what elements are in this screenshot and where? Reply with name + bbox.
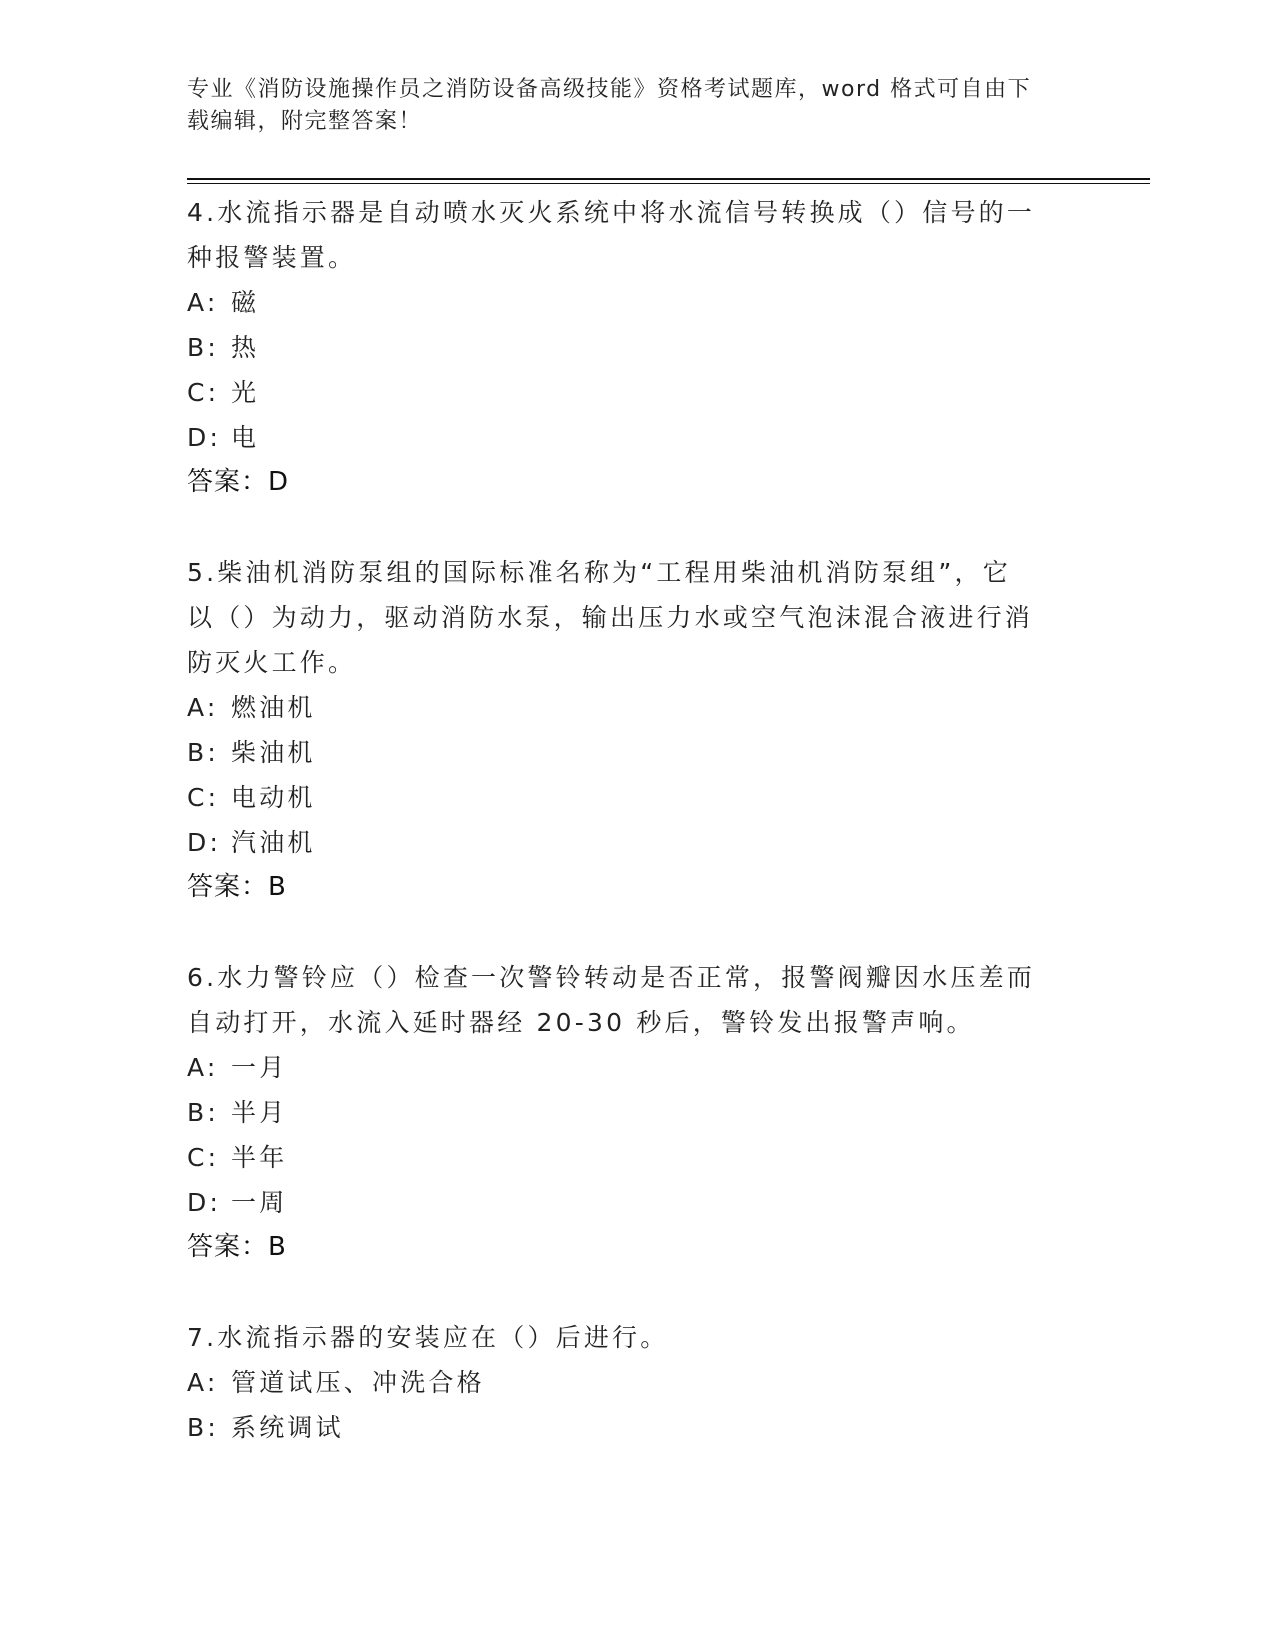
question-list [187, 190, 1067, 1495]
option-text: 电动机 [231, 783, 316, 812]
option-a [187, 1045, 1067, 1090]
question-text [187, 550, 1067, 685]
option-letter: C: [187, 1143, 220, 1172]
option-letter: A: [187, 1053, 219, 1082]
answer: 答案：D [187, 467, 290, 497]
answer: 答案：B [187, 1232, 287, 1262]
header-divider-thin [187, 183, 1150, 184]
option-b [187, 1405, 1067, 1450]
question-text [187, 190, 1067, 280]
option-text: 燃油机 [231, 693, 316, 722]
option-a [187, 1360, 1067, 1405]
header-divider-thick [187, 178, 1150, 180]
question-line: 种报警装置。 [187, 243, 357, 272]
option-text: 热 [231, 333, 260, 362]
option-d [187, 820, 1067, 865]
option-letter: C: [187, 783, 220, 812]
question-text [187, 955, 1067, 1045]
option-text: 管道试压、冲洗合格 [231, 1368, 485, 1397]
option-b [187, 1090, 1067, 1135]
option-text: 电 [231, 423, 260, 452]
option-d [187, 415, 1067, 460]
question-line: 5.柴油机消防泵组的国际标准名称为“工程用柴油机消防泵组”，它 [187, 558, 1011, 587]
question-line: 7.水流指示器的安装应在（）后进行。 [187, 1323, 669, 1352]
option-text: 一月 [231, 1053, 288, 1082]
option-letter: B: [187, 1413, 219, 1442]
option-text: 半月 [231, 1098, 288, 1127]
option-letter: B: [187, 333, 219, 362]
question-6 [187, 955, 1067, 1270]
option-letter: D: [187, 828, 222, 857]
option-text: 柴油机 [231, 738, 316, 767]
option-text: 半年 [231, 1143, 288, 1172]
option-letter: A: [187, 288, 219, 317]
option-letter: A: [187, 1368, 219, 1397]
option-a [187, 280, 1067, 325]
document-header [187, 74, 1087, 138]
option-letter: D: [187, 423, 222, 452]
option-letter: D: [187, 1188, 222, 1217]
option-c [187, 370, 1067, 415]
option-text: 一周 [231, 1188, 288, 1217]
option-text: 磁 [231, 288, 260, 317]
question-7 [187, 1315, 1067, 1450]
option-letter: A: [187, 693, 219, 722]
question-4 [187, 190, 1067, 505]
answer: 答案：B [187, 872, 287, 902]
question-line: 以（）为动力，驱动消防水泵，输出压力水或空气泡沫混合液进行消 [187, 603, 1034, 632]
option-letter: C: [187, 378, 220, 407]
option-letter: B: [187, 738, 219, 767]
option-letter: B: [187, 1098, 219, 1127]
option-b [187, 730, 1067, 775]
option-text: 汽油机 [231, 828, 316, 857]
question-line: 6.水力警铃应（）检查一次警铃转动是否正常，报警阀瓣因水压差而 [187, 963, 1036, 992]
option-text: 系统调试 [231, 1413, 344, 1442]
option-c [187, 1135, 1067, 1180]
question-line: 防灭火工作。 [187, 648, 357, 677]
option-text: 光 [231, 378, 260, 407]
header-line-1: 专业《消防设施操作员之消防设备高级技能》资格考试题库，word 格式可自由下 [187, 77, 1032, 102]
question-line: 自动打开，水流入延时器经 20-30 秒后，警铃发出报警声响。 [187, 1008, 975, 1037]
question-5 [187, 550, 1067, 910]
option-d [187, 1180, 1067, 1225]
header-line-2: 载编辑，附完整答案！ [187, 109, 423, 134]
question-line: 4.水流指示器是自动喷水灭火系统中将水流信号转换成（）信号的一 [187, 198, 1036, 227]
option-b [187, 325, 1067, 370]
question-text [187, 1315, 1067, 1360]
option-c [187, 775, 1067, 820]
option-a [187, 685, 1067, 730]
